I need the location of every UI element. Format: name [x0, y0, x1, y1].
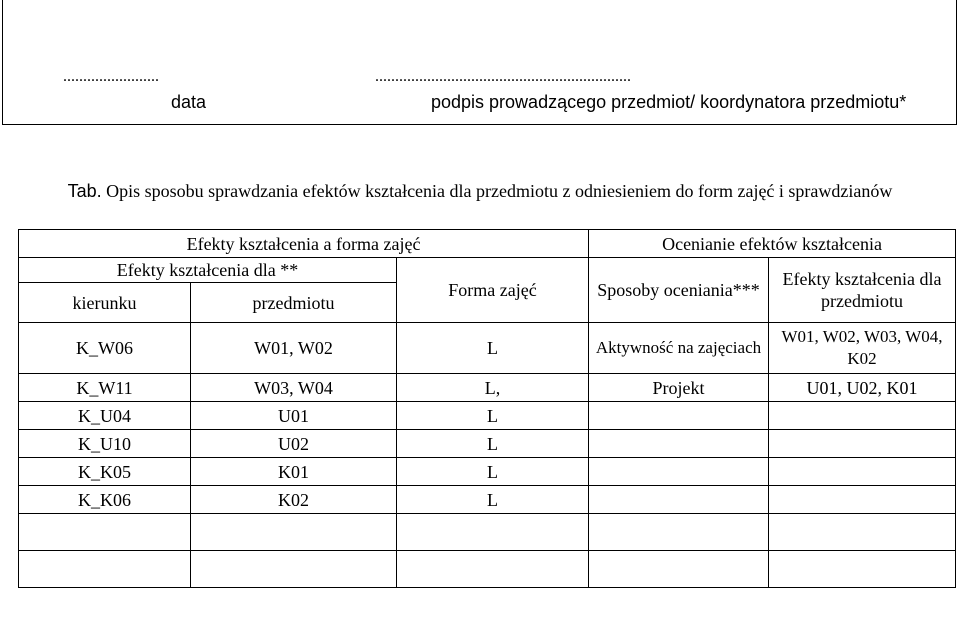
- cell-przedmiotu: U02: [191, 430, 397, 458]
- cell-kierunku: K_W06: [19, 323, 191, 374]
- table-row: [19, 402, 956, 430]
- group-header-left: Efekty kształcenia a forma zajęć: [19, 230, 589, 258]
- cell-przedmiotu: U01: [191, 402, 397, 430]
- cell-przedmiotu: K02: [191, 486, 397, 514]
- signature-box: [2, 0, 957, 125]
- cell-empty: [19, 514, 191, 551]
- cell-empty: [191, 551, 397, 588]
- cell-sposoby: Aktywność na zajęciach: [589, 323, 769, 374]
- signature-dotted-line: ................................................................: [375, 68, 631, 85]
- col-kierunku: kierunku: [19, 283, 191, 323]
- cell-sposoby: [589, 458, 769, 486]
- table-title: [30, 178, 930, 204]
- signature-label: podpis prowadzącego przedmiot/ koordynatora przedmiotu*: [431, 92, 907, 112]
- date-dotted-line: ........................: [63, 68, 159, 85]
- cell-empty: [769, 551, 956, 588]
- cell-efekty: [769, 486, 956, 514]
- effects-table: [18, 229, 956, 588]
- date-label: data: [171, 92, 207, 112]
- table-row: [19, 486, 956, 514]
- cell-forma: L: [397, 323, 589, 374]
- cell-kierunku: K_W11: [19, 374, 191, 402]
- cell-efekty: [769, 458, 956, 486]
- cell-forma: L: [397, 402, 589, 430]
- cell-empty: [19, 551, 191, 588]
- col-przedmiotu: przedmiotu: [191, 283, 397, 323]
- cell-forma: L: [397, 458, 589, 486]
- col-efekty-przedmiotu: Efekty kształcenia dla przedmiotu: [769, 258, 956, 323]
- cell-przedmiotu: K01: [191, 458, 397, 486]
- col-sposoby-oceniania: Sposoby oceniania***: [589, 258, 769, 323]
- table-row: [19, 458, 956, 486]
- cell-sposoby: [589, 430, 769, 458]
- cell-sposoby: Projekt: [589, 374, 769, 402]
- cell-kierunku: K_K06: [19, 486, 191, 514]
- table-title-prefix: Tab.: [67, 181, 102, 201]
- cell-forma: L,: [397, 374, 589, 402]
- table-row: [19, 374, 956, 402]
- cell-empty: [589, 514, 769, 551]
- cell-forma: L: [397, 430, 589, 458]
- group-header-right: Ocenianie efektów kształcenia: [589, 230, 956, 258]
- col-forma-zajec: Forma zajęć: [397, 258, 589, 323]
- cell-empty: [769, 514, 956, 551]
- sub-header-efekty: Efekty kształcenia dla **: [19, 258, 397, 283]
- cell-empty: [397, 514, 589, 551]
- cell-efekty: W01, W02, W03, W04, K02: [769, 323, 956, 374]
- table-row-empty: [19, 514, 956, 551]
- table-row: [19, 323, 956, 374]
- table-row: [19, 430, 956, 458]
- cell-empty: [589, 551, 769, 588]
- cell-forma: L: [397, 486, 589, 514]
- cell-kierunku: K_U10: [19, 430, 191, 458]
- cell-efekty: U01, U02, K01: [769, 374, 956, 402]
- table-group-header-row: [19, 230, 956, 258]
- cell-efekty: [769, 402, 956, 430]
- cell-sposoby: [589, 486, 769, 514]
- table-title-text: Opis sposobu sprawdzania efektów kształcenia dla przedmiotu z odniesieniem do form zajęć i sprawdzianów: [101, 181, 893, 201]
- cell-przedmiotu: W03, W04: [191, 374, 397, 402]
- cell-kierunku: K_K05: [19, 458, 191, 486]
- table-sub-header-row: [19, 258, 956, 283]
- cell-empty: [191, 514, 397, 551]
- cell-kierunku: K_U04: [19, 402, 191, 430]
- cell-sposoby: [589, 402, 769, 430]
- cell-efekty: [769, 430, 956, 458]
- cell-przedmiotu: W01, W02: [191, 323, 397, 374]
- table-row-empty: [19, 551, 956, 588]
- cell-empty: [397, 551, 589, 588]
